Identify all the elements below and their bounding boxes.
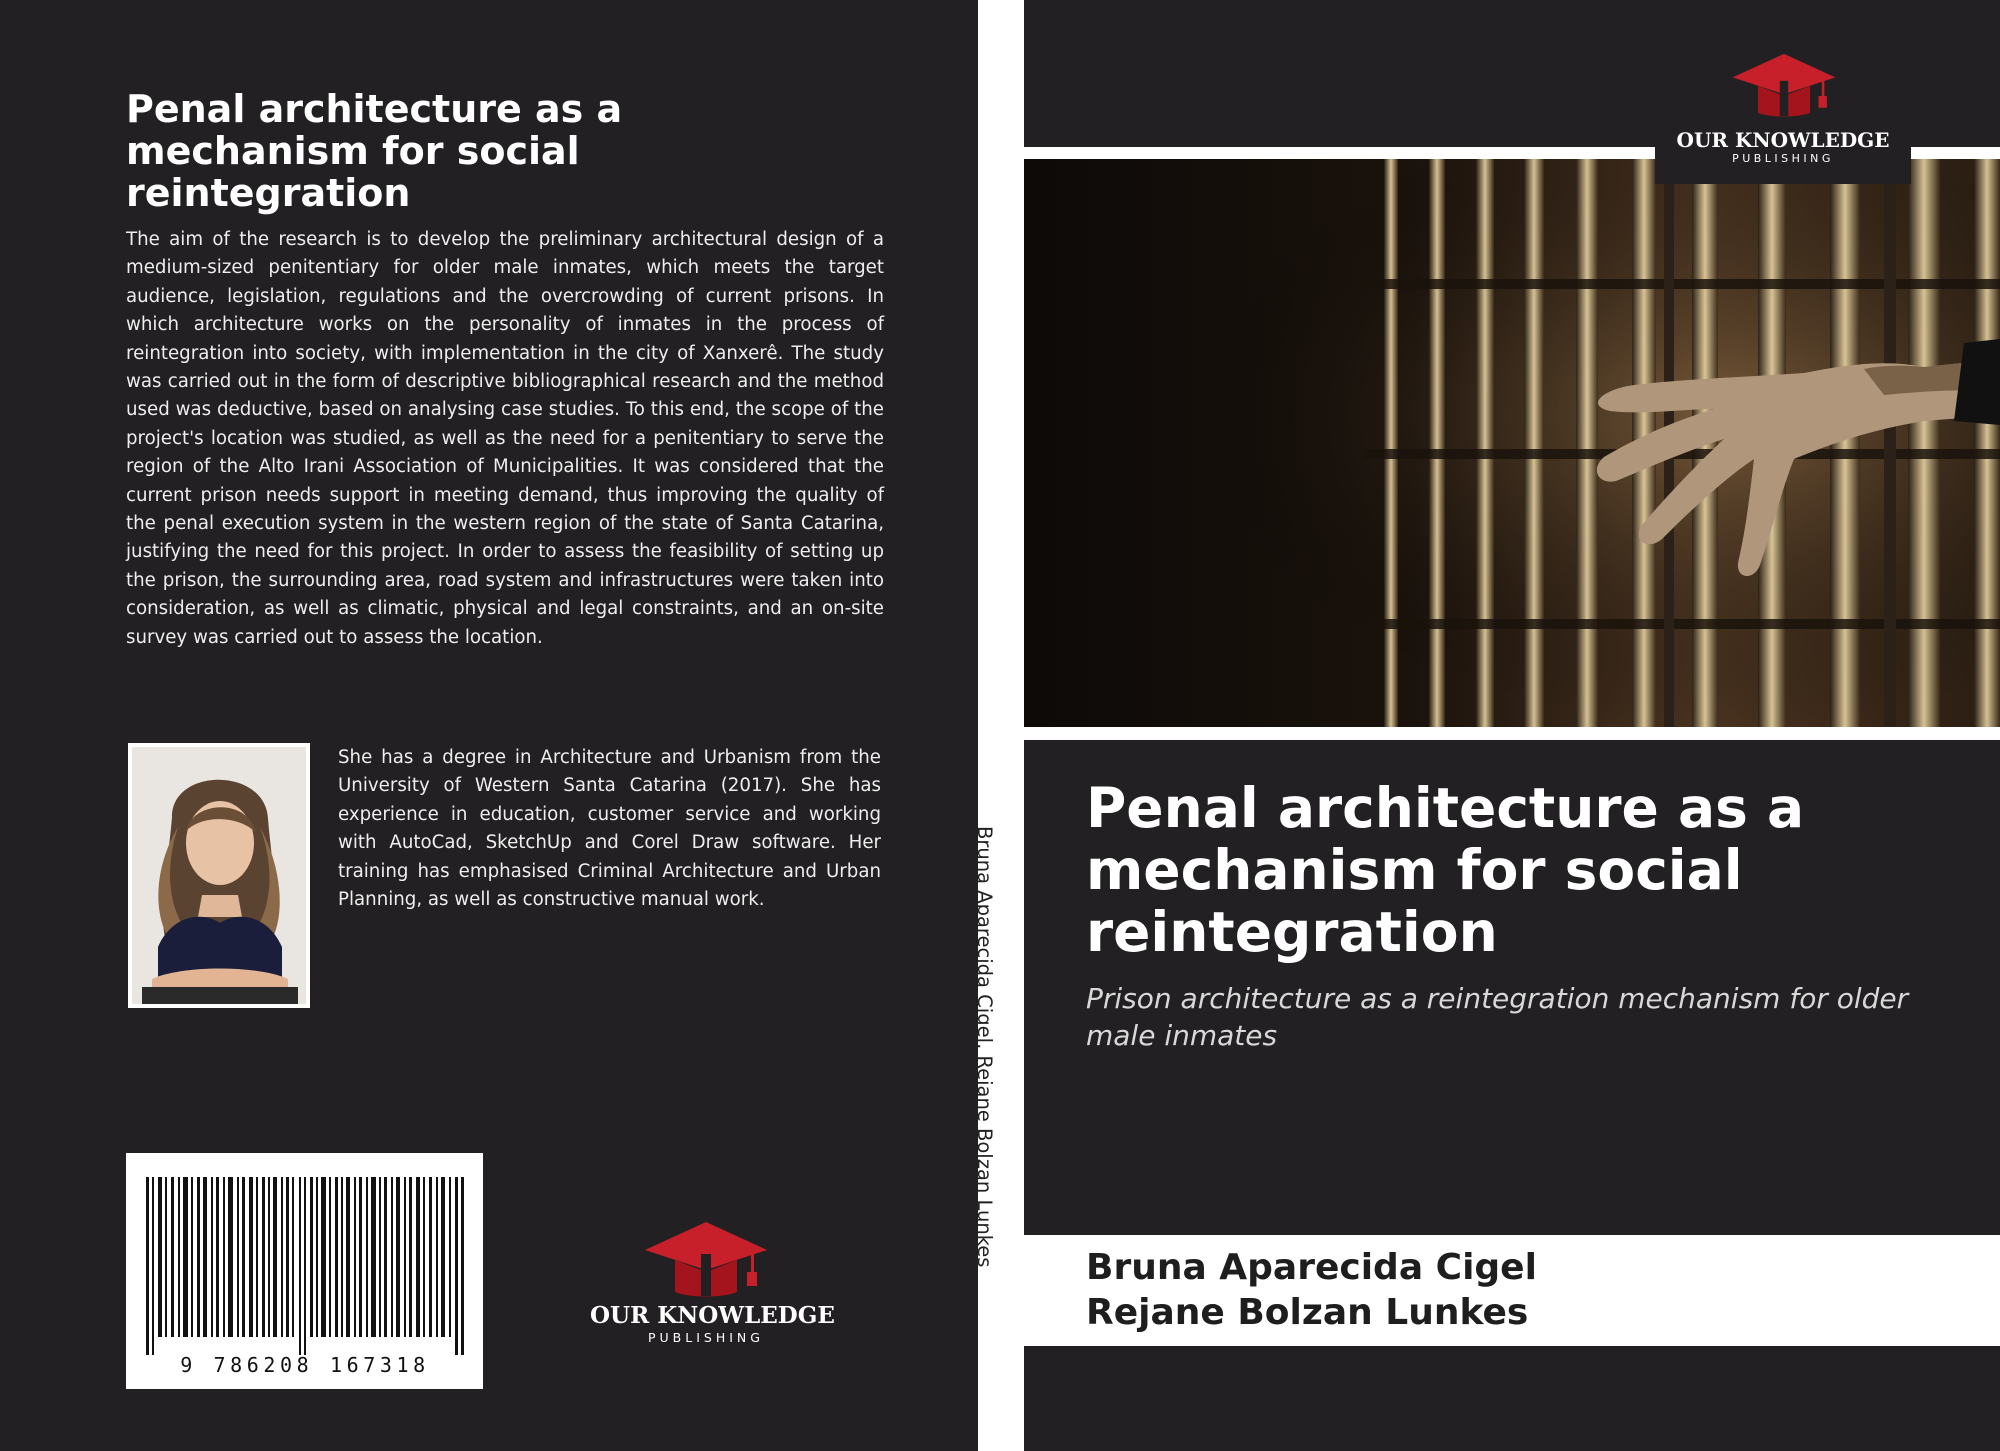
back-publisher-name: OUR KNOWLEDGE	[590, 1302, 835, 1329]
front-publisher-sub: PUBLISHING	[1732, 152, 1834, 165]
spine-authors: Bruna Aparecida Cigel, Rejane Bolzan Lunkes	[973, 826, 996, 1268]
back-publisher-logo	[590, 1220, 835, 1346]
cover-photo-prison-bars	[1024, 159, 2000, 727]
front-author-1: Bruna Aparecida Cigel	[1086, 1247, 1537, 1288]
isbn-barcode	[126, 1153, 483, 1389]
front-bottom-band	[1024, 1346, 2000, 1451]
front-cover-title: Penal architecture as a mechanism for social reintegration	[1086, 776, 1805, 964]
back-cover-abstract: The aim of the research is to develop the preliminary architectural design of a medium-sized penitentiary for older male inmates, which meets the target audience, legislation, regulations and the overcrowding of current prisons. In which architecture works on the personality of inmates in the process of reintegration into society, with implementation in the city of Xanxerê. The study was carried out in the form of descriptive bibliographical research and the method used was deductive, based on analysing case studies. To this end, the scope of the project's location was studied, as well as the need for a penitentiary to serve the region of the Alto Irani Association of Municipalities. It was considered that the current prison needs support in meeting demand, thus improving the quality of the penal execution system in the western region of the state of Santa Catarina, justifying the need for this project. In order to assess the feasibility of setting up the prison, the surrounding area, road system and infrastructures were taken into consideration, as well as climatic, physical and legal constraints, and an on-site survey was carried out to assess the location.	[126, 229, 884, 648]
graduation-cap-icon	[643, 1220, 769, 1298]
front-publisher-logo	[1655, 44, 1911, 184]
isbn-number: 9 786208 167318	[180, 1353, 430, 1377]
back-publisher-sub: PUBLISHING	[648, 1330, 764, 1345]
barcode-icon	[146, 1177, 464, 1355]
back-cover-title: Penal architecture as a mechanism for social reintegration	[126, 87, 623, 215]
front-publisher-name: OUR KNOWLEDGE	[1676, 128, 1890, 152]
graduation-cap-icon	[1731, 52, 1837, 118]
front-author-2: Rejane Bolzan Lunkes	[1086, 1292, 1529, 1333]
author-photo	[128, 743, 310, 1008]
front-cover-subtitle: Prison architecture as a reintegration mechanism for older male inmates	[1086, 982, 1909, 1052]
author-bio: She has a degree in Architecture and Urbanism from the University of Western Santa Catarina (2017). She has experience in education, customer service and working with AutoCad, SketchUp and Corel Draw software. Her training has emphasised Criminal Architecture and Urban Planning, as well as constructive manual work.	[338, 747, 881, 911]
spine	[973, 0, 1024, 1451]
